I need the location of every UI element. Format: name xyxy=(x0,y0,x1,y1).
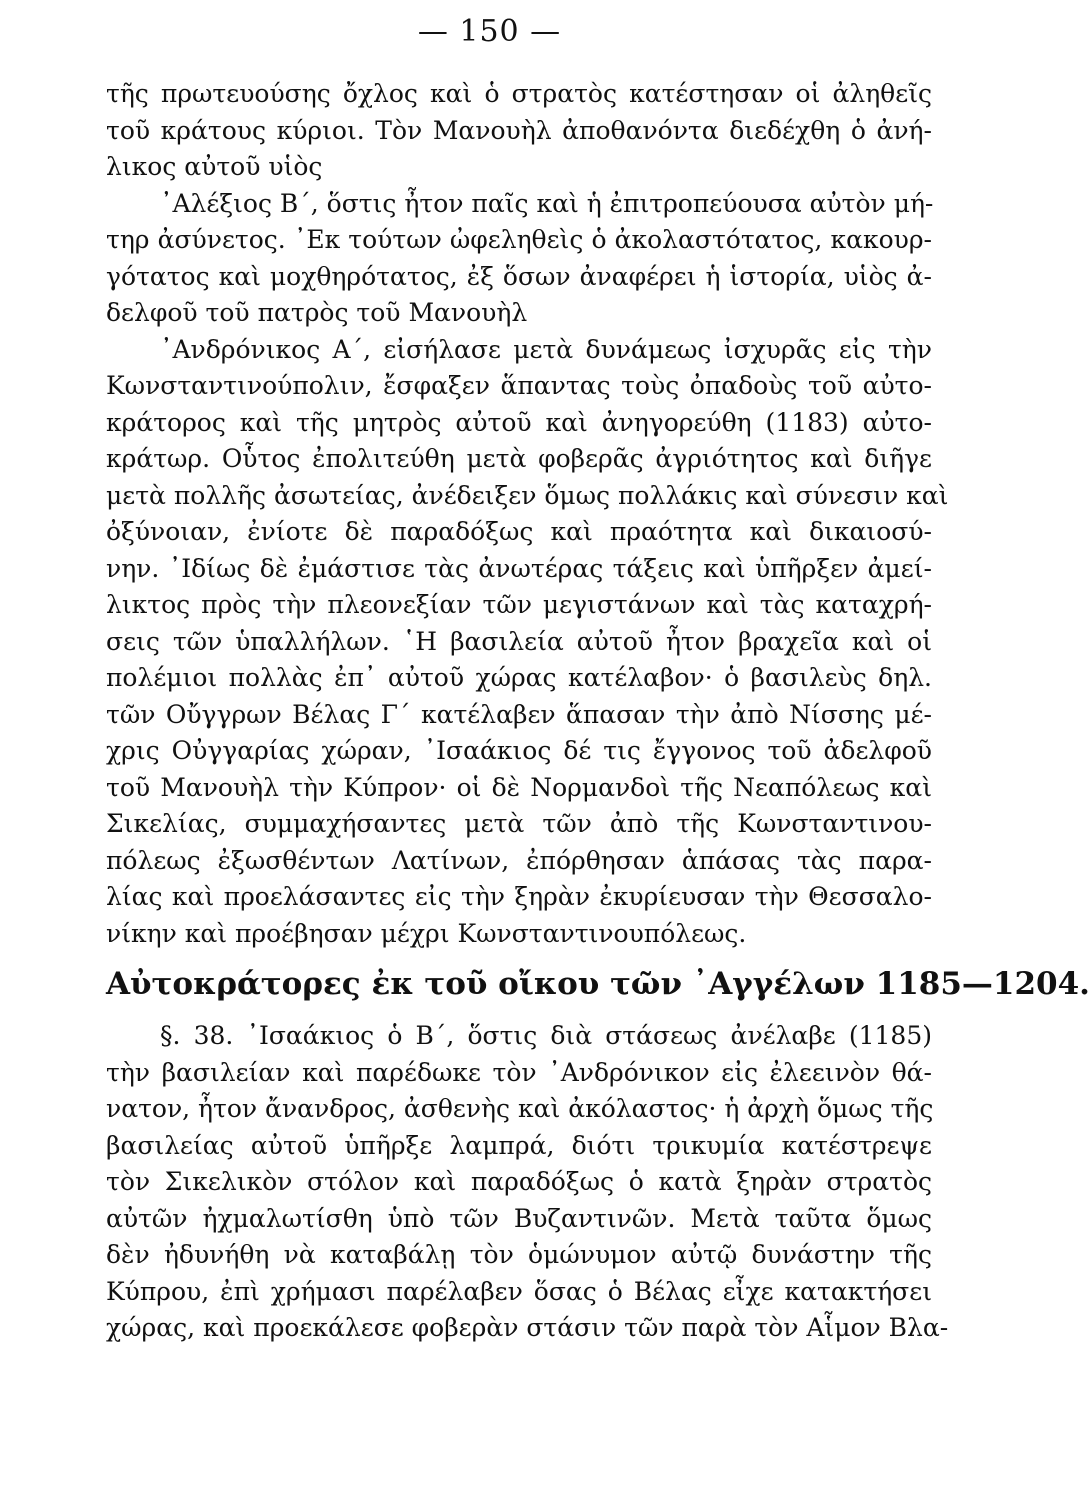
text-line: λίας καὶ προελάσαντες εἰς τὴν ξηρὰν ἐκυρίευσαν τὴν Θεσσαλο- xyxy=(106,882,932,911)
text-line: σεις τῶν ὑπαλλήλων. ῾Η βασιλεία αὐτοῦ ἦτον βραχεῖα καὶ οἱ xyxy=(106,626,932,656)
text-line: τοῦ Μανουὴλ τὴν Κύπρον· οἱ δὲ Νορμανδοὶ τῆς Νεαπόλεως καὶ xyxy=(106,772,932,802)
text-line: γότατος καὶ μοχθηρότατος, ἐξ ὅσων ἀναφέρει ἡ ἱστορία, υἱὸς ἀ- xyxy=(106,261,932,291)
text-line: χώρας, καὶ προεκάλεσε φοβερὰν στάσιν τῶν παρὰ τὸν Αἷμον Βλα- xyxy=(106,1313,949,1342)
text-line: αὐτῶν ἠχμαλωτίσθη ὑπὸ τῶν Βυζαντινῶν. Μετὰ ταῦτα ὅμως xyxy=(106,1203,932,1233)
text-line: πολέμιοι πολλὰς ἐπ᾽ αὐτοῦ χώρας κατέλαβον· ὁ βασιλεὺς δηλ. xyxy=(106,663,932,692)
text-line: τηρ ἀσύνετος. ᾽Εκ τούτων ὠφεληθεὶς ὁ ἀκολαστότατος, κακουρ- xyxy=(106,225,932,254)
text-line: ὀξύνοιαν, ἐνίοτε δὲ παραδόξως καὶ πραότητα καὶ δικαιοσύ- xyxy=(106,517,932,546)
text-line: λικτος πρὸς τὴν πλεονεξίαν τῶν μεγιστάνων καὶ τὰς καταχρή- xyxy=(106,590,932,619)
text-line: Κωνσταντινούπολιν, ἔσφαξεν ἅπαντας τοὺς ὀπαδοὺς τοῦ αὐτο- xyxy=(106,371,932,400)
text-line: Σικελίας, συμμαχήσαντες μετὰ τῶν ἀπὸ τῆς Κωνσταντινου- xyxy=(106,809,932,838)
text-line: τῶν Οὔγγρων Βέλας Γ΄ κατέλαβεν ἅπασαν τὴν ἀπὸ Νίσσης μέ- xyxy=(106,699,932,729)
text-line: δὲν ἠδυνήθη νὰ καταβάλῃ τὸν ὁμώνυμον αὐτῷ δυνάστην τῆς xyxy=(106,1240,932,1269)
text-line: Κύπρου, ἐπὶ χρήμασι παρέλαβεν ὅσας ὁ Βέλας εἶχε κατακτήσει xyxy=(106,1276,932,1306)
text-line: νίκην καὶ προέβησαν μέχρι Κωνσταντινουπόλεως. xyxy=(106,918,747,948)
text-line: τὴν βασιλείαν καὶ παρέδωκε τὸν ᾽Ανδρόνικον εἰς ἐλεεινὸν θά- xyxy=(106,1057,932,1087)
body-text xyxy=(106,76,1090,1347)
text-line: λικος αὐτοῦ υἱὸς xyxy=(106,152,323,181)
text-line: νατον, ἦτον ἄνανδρος, ἀσθενὴς καὶ ἀκόλαστος· ἡ ἀρχὴ ὅμως τῆς xyxy=(106,1094,934,1123)
paragraph-block-1 xyxy=(106,76,949,952)
text-line: τὸν Σικελικὸν στόλον καὶ παραδόξως ὁ κατὰ ξηρὰν στρατὸς xyxy=(106,1167,932,1196)
section-heading: Αὐτοκράτορες ἐκ τοῦ οἴκου τῶν ᾽Αγγέλων 1185—1204. xyxy=(106,966,1090,1002)
text-line: ᾽Ανδρόνικος Α΄, εἰσήλασε μετὰ δυνάμεως ἰσχυρᾶς εἰς τὴν xyxy=(160,334,932,364)
text-line: τοῦ κράτους κύριοι. Τὸν Μανουὴλ ἀποθανόντα διεδέχθη ὁ ἀνή- xyxy=(106,115,932,145)
text-line: ᾽Αλέξιος Β΄, ὅστις ἦτον παῖς καὶ ἡ ἐπιτροπεύουσα αὐτὸν μή- xyxy=(160,188,934,218)
text-line: πόλεως ἐξωσθέντων Λατίνων, ἐπόρθησαν ἁπάσας τὰς παρα- xyxy=(106,845,932,875)
text-line: νην. ᾽Ιδίως δὲ ἐμάστισε τὰς ἀνωτέρας τάξεις καὶ ὑπῆρξεν ἀμεί- xyxy=(106,553,932,583)
text-line: κράτορος καὶ τῆς μητρὸς αὐτοῦ καὶ ἀνηγορεύθη (1183) αὐτο- xyxy=(106,407,932,437)
paragraph-block-2 xyxy=(106,1018,949,1347)
text-line: χρις Οὐγγαρίας χώραν, ᾽Ισαάκιος δέ τις ἔγγονος τοῦ ἀδελφοῦ xyxy=(106,736,932,765)
text-line: κράτωρ. Οὗτος ἐπολιτεύθη μετὰ φοβερᾶς ἀγριότητος καὶ διῆγε xyxy=(106,444,932,473)
text-line: μετὰ πολλῆς ἀσωτείας, ἀνέδειξεν ὅμως πολλάκις καὶ σύνεσιν καὶ xyxy=(106,480,949,510)
text-line: §. 38. ᾽Ισαάκιος ὁ Β΄, ὅστις διὰ στάσεως ἀνέλαβε (1185) xyxy=(160,1021,932,1050)
text-line: δελφοῦ τοῦ πατρὸς τοῦ Μανουὴλ xyxy=(106,298,528,327)
page-number: — 150 — xyxy=(417,14,562,49)
text-line: τῆς πρωτευούσης ὄχλος καὶ ὁ στρατὸς κατέστησαν οἱ ἀληθεῖς xyxy=(106,79,932,108)
text-line: βασιλείας αὐτοῦ ὑπῆρξε λαμπρά, διότι τρικυμία κατέστρεψε xyxy=(106,1130,932,1160)
